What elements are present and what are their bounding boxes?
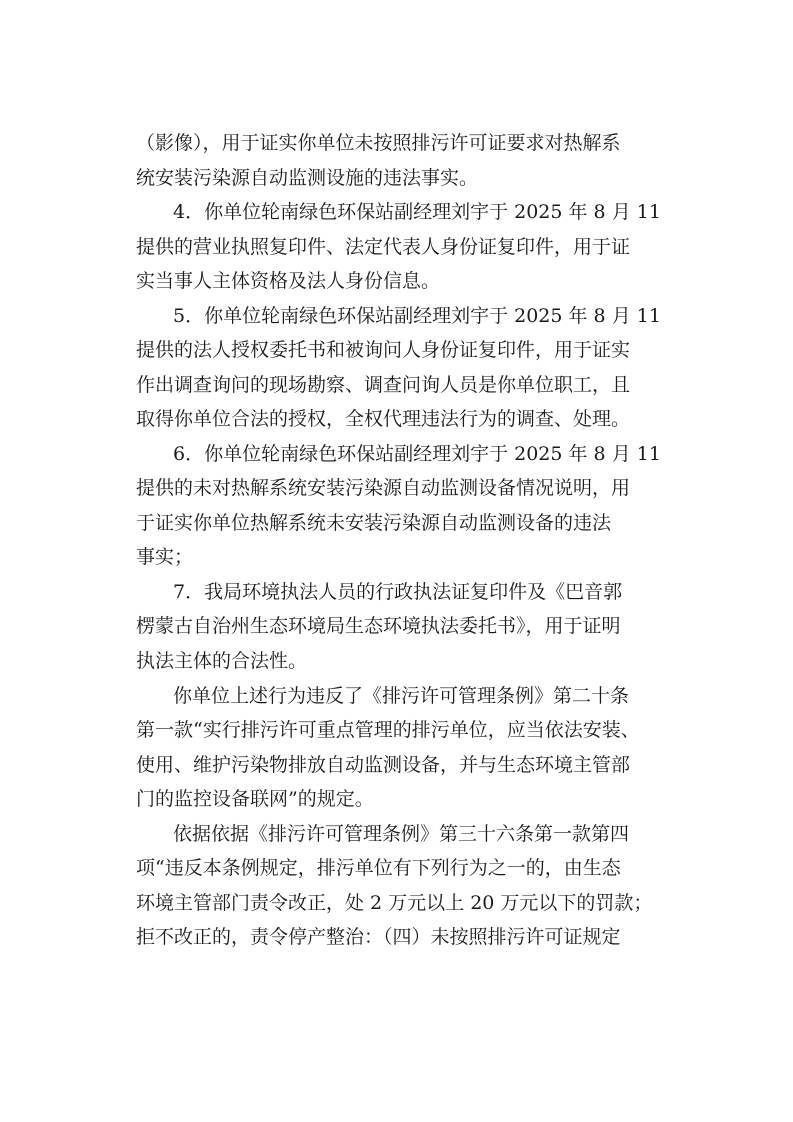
text-line: 使用、维护污染物排放自动监测设备，并与生态环境主管部 [136,754,631,776]
text-line: 执法主体的合法性。 [136,650,308,672]
text-line: 于证实你单位热解系统未安装污染源自动监测设备的违法 [136,512,612,534]
text-line: 楞蒙古自治州生态环境局生态环境执法委托书》，用于证明 [136,615,621,637]
text-line: 项“违反本条例规定，排污单位有下列行为之一的，由生态 [136,857,621,879]
text-line: 事实； [136,546,194,568]
text-line: 统安装污染源自动监测设施的违法事实。 [136,167,479,189]
text-line: 拒不改正的，责令停产整治：（四）未按照排污许可证规定 [136,926,621,948]
text-line: 取得你单位合法的授权，全权代理违法行为的调查、处理。 [136,408,631,430]
text-line: 实当事人主体资格及法人身份信息。 [136,270,441,292]
text-line: 5．你单位轮南绿色环保站副经理刘宇于 2025 年 8 月 11 [173,305,661,327]
text-line: 第一款“实行排污许可重点管理的排污单位，应当依法安装、 [136,719,640,741]
text-line: 提供的未对热解系统安装污染源自动监测设备情况说明，用 [136,477,631,499]
text-line: 作出调查询问的现场勘察、调查问询人员是你单位职工，且 [136,374,631,396]
text-line: 你单位上述行为违反了《排污许可管理条例》第二十条 [173,685,630,707]
text-line: 提供的法人授权委托书和被询问人身份证复印件，用于证实 [136,339,631,361]
text-line: （影像），用于证实你单位未按照排污许可证要求对热解系 [136,132,621,154]
text-line: 提供的营业执照复印件、法定代表人身份证复印件，用于证 [136,236,631,258]
text-line: 依据依据《排污许可管理条例》第三十六条第一款第四 [173,823,630,845]
text-line: 4．你单位轮南绿色环保站副经理刘宇于 2025 年 8 月 11 [173,201,661,223]
text-line: 7．我局环境执法人员的行政执法证复印件及《巴音郭 [173,581,623,603]
text-line: 环境主管部门责令改正，处 2 万元以上 20 万元以下的罚款； [136,892,653,914]
text-line: 门的监控设备联网”的规定。 [136,788,374,810]
text-line: 6．你单位轮南绿色环保站副经理刘宇于 2025 年 8 月 11 [173,443,661,465]
